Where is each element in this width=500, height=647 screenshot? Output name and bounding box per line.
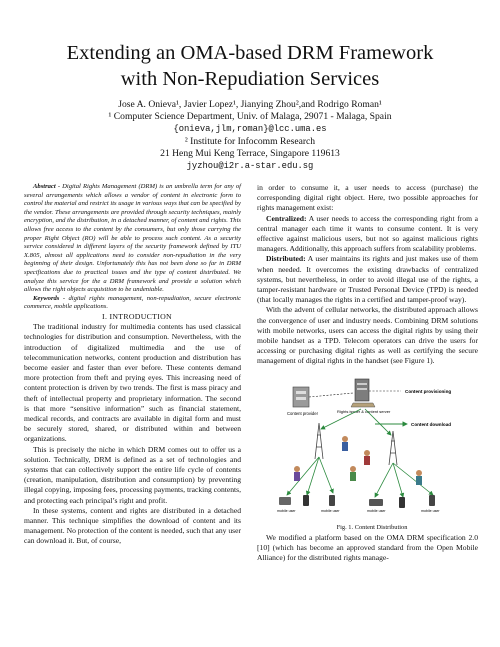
intro-paragraph-1: The traditional industry for multimedia contents has used classical technologies for distribution and consumption. Nevertheless, with the introduction of digitalized multimedia and the use of telecommunication networks, content production and distribution has become easier and faster than ever before. These contents demand more protection from theft and prying eyes. This increasing need of content protection is driven by two trends. The first is mass piracy and theft of intellectual property and proprietary information. The second is that more “sensitive information” such as financial statement, medical records, and contracts are available in digital form and must be securely stored, shared, or distributed within and between organizations.: [24, 322, 241, 444]
antenna-right-icon: [389, 431, 397, 465]
distributed-label: Distributed:: [266, 254, 306, 264]
author-block: [0, 99, 500, 172]
affiliation-1: ¹ Computer Science Department, Univ. of Malaga, 29071 - Malaga, Spain: [108, 111, 392, 123]
intro-paragraph-3: In these systems, content and rights are distributed in a detached manner. This technique simplifies the download of content and its management. No protection of the content is needed, such that any user can download it. But, of course,: [24, 505, 241, 546]
section-heading: I. INTRODUCTION: [102, 311, 172, 321]
mobile-user-label: mobile user: [321, 508, 340, 513]
mobile-user-label: mobile user: [277, 508, 296, 513]
paper-title: [0, 40, 500, 92]
title-line-2: with Non-Repudiation Services: [120, 68, 380, 90]
figure-diagram: [257, 373, 478, 521]
author-names: Jose A. Onieva¹, Javier Lopez¹, Jianying Zhou²,and Rodrigo Roman¹: [118, 99, 382, 110]
centralized-label: Centralized:: [266, 213, 307, 223]
person-icons: [294, 436, 422, 485]
centralized-text: A user needs to access the corresponding right from a central manager each time it wants to consume content. It is very effective against malicious users, but not so against malicious rights managers. Additionally, this approach suffers from scalability problems.: [257, 213, 478, 254]
left-column: [24, 183, 241, 547]
email-2: jyzhou@i2r.a-star.edu.sg: [186, 161, 314, 172]
content-provisioning-label: Content provisioning: [405, 388, 452, 394]
provisioning-dashed-line: [309, 393, 353, 397]
distributed-text: A user maintains its rights and just makes use of them when needed. It overcomes the existing drawbacks of centralized systems, but nevertheless, in order to avoid illegal use of the rights, a tamper-resistant hardware or Trusted Personal Device (TPD) is needed (that locally manages the rights in a certified and tamper-proof way).: [257, 254, 478, 305]
abstract: [24, 183, 241, 295]
affiliation-2-line-1: ² Institute for Infocomm Research: [184, 135, 316, 147]
figure-caption: Fig. 1. Content Distribution: [336, 523, 408, 531]
right-paragraph-3: We modified a platform based on the OMA DRM specification 2.0 [10] (which has become an approved standard from the Open Mobile Alliance) for the distributed rights manage-: [257, 532, 478, 563]
intro-paragraph-2: This is precisely the niche in which DRM comes out to offer us a solution. Technically, DRM is defined as a set of technologies and systems that can collectively support the entire life cycle of contents (creation, manipulation, distribution and consumption) by preventing illegal copying, imposing fees, processing payments, tracking contents, and protecting each principal’s right and profit.: [24, 444, 241, 505]
right-column: [257, 183, 478, 563]
rights-issuer-label: Rights issuer & content server: [337, 408, 391, 414]
content-provider-label: Content provider: [287, 410, 318, 416]
right-paragraph-2: With the advent of cellular networks, the distributed approach allows the convergence of user and industry needs. Combining DRM solutions with mobile networks, users can access the digital rights by using their mobile handset as a TPD. Telecom operators can drive the users for accessing or purchasing digital rights as well as certifying the secure management of digital rights in the handset (see Figure 1).: [257, 305, 478, 366]
mobile-device-icons: [279, 495, 435, 508]
abstract-text: - Digital Rights Management (DRM) is an umbrella term for any of several arrangements which allows a vendor of content in electronic form to control the material and restrict its usage in various ways that can be specified by the vendor. These arrangements are provided through security techniques, mainly encryption, and the distribution, in a detached manner, of content and rights. This allows free access to the content by the consumers, but only those carrying the proper Right Object (RO) will be able to process such content. As a security service considered in different layers of the security framework defined by ITU X.805, almost all applications need to consider non-repudiation in the very beginning of their design. Unfortunately this has not been done so far in DRM specifications due to practical issues and the type of content distributed. We analyze this service for the a DRM framework and provide a solution which allows the right objects acquisition to be undeniable.: [24, 183, 241, 294]
keywords-label: Keywords: [33, 294, 60, 302]
keywords-text: - digital rights management, non-repudiation, secure electronic commerce, mobile applications.: [24, 294, 241, 311]
title-line-1: Extending an OMA-based DRM Framework: [66, 42, 434, 64]
distributed-paragraph: [257, 254, 478, 305]
rights-issuer-node: [337, 379, 391, 414]
centralized-paragraph: [257, 214, 478, 255]
content-download-label: Content download: [411, 421, 452, 427]
abstract-label: Abstract: [33, 183, 56, 190]
mobile-user-label: mobile user: [421, 508, 440, 513]
mobile-user-labels: [277, 509, 440, 513]
affiliation-2-line-2: 21 Heng Mui Keng Terrace, Singapore 119613: [160, 147, 340, 159]
content-distribution-figure: [257, 373, 478, 521]
mobile-user-label: mobile user: [367, 508, 386, 513]
keywords: [24, 295, 241, 312]
content-provider-node: [287, 387, 319, 416]
email-1: {onieva,jlm,roman}@lcc.uma.es: [173, 124, 327, 135]
right-paragraph-1: in order to consume it, a user needs to access (purchase) the corresponding digital right object. Here, two possible approaches for rights management exist:: [257, 183, 478, 213]
